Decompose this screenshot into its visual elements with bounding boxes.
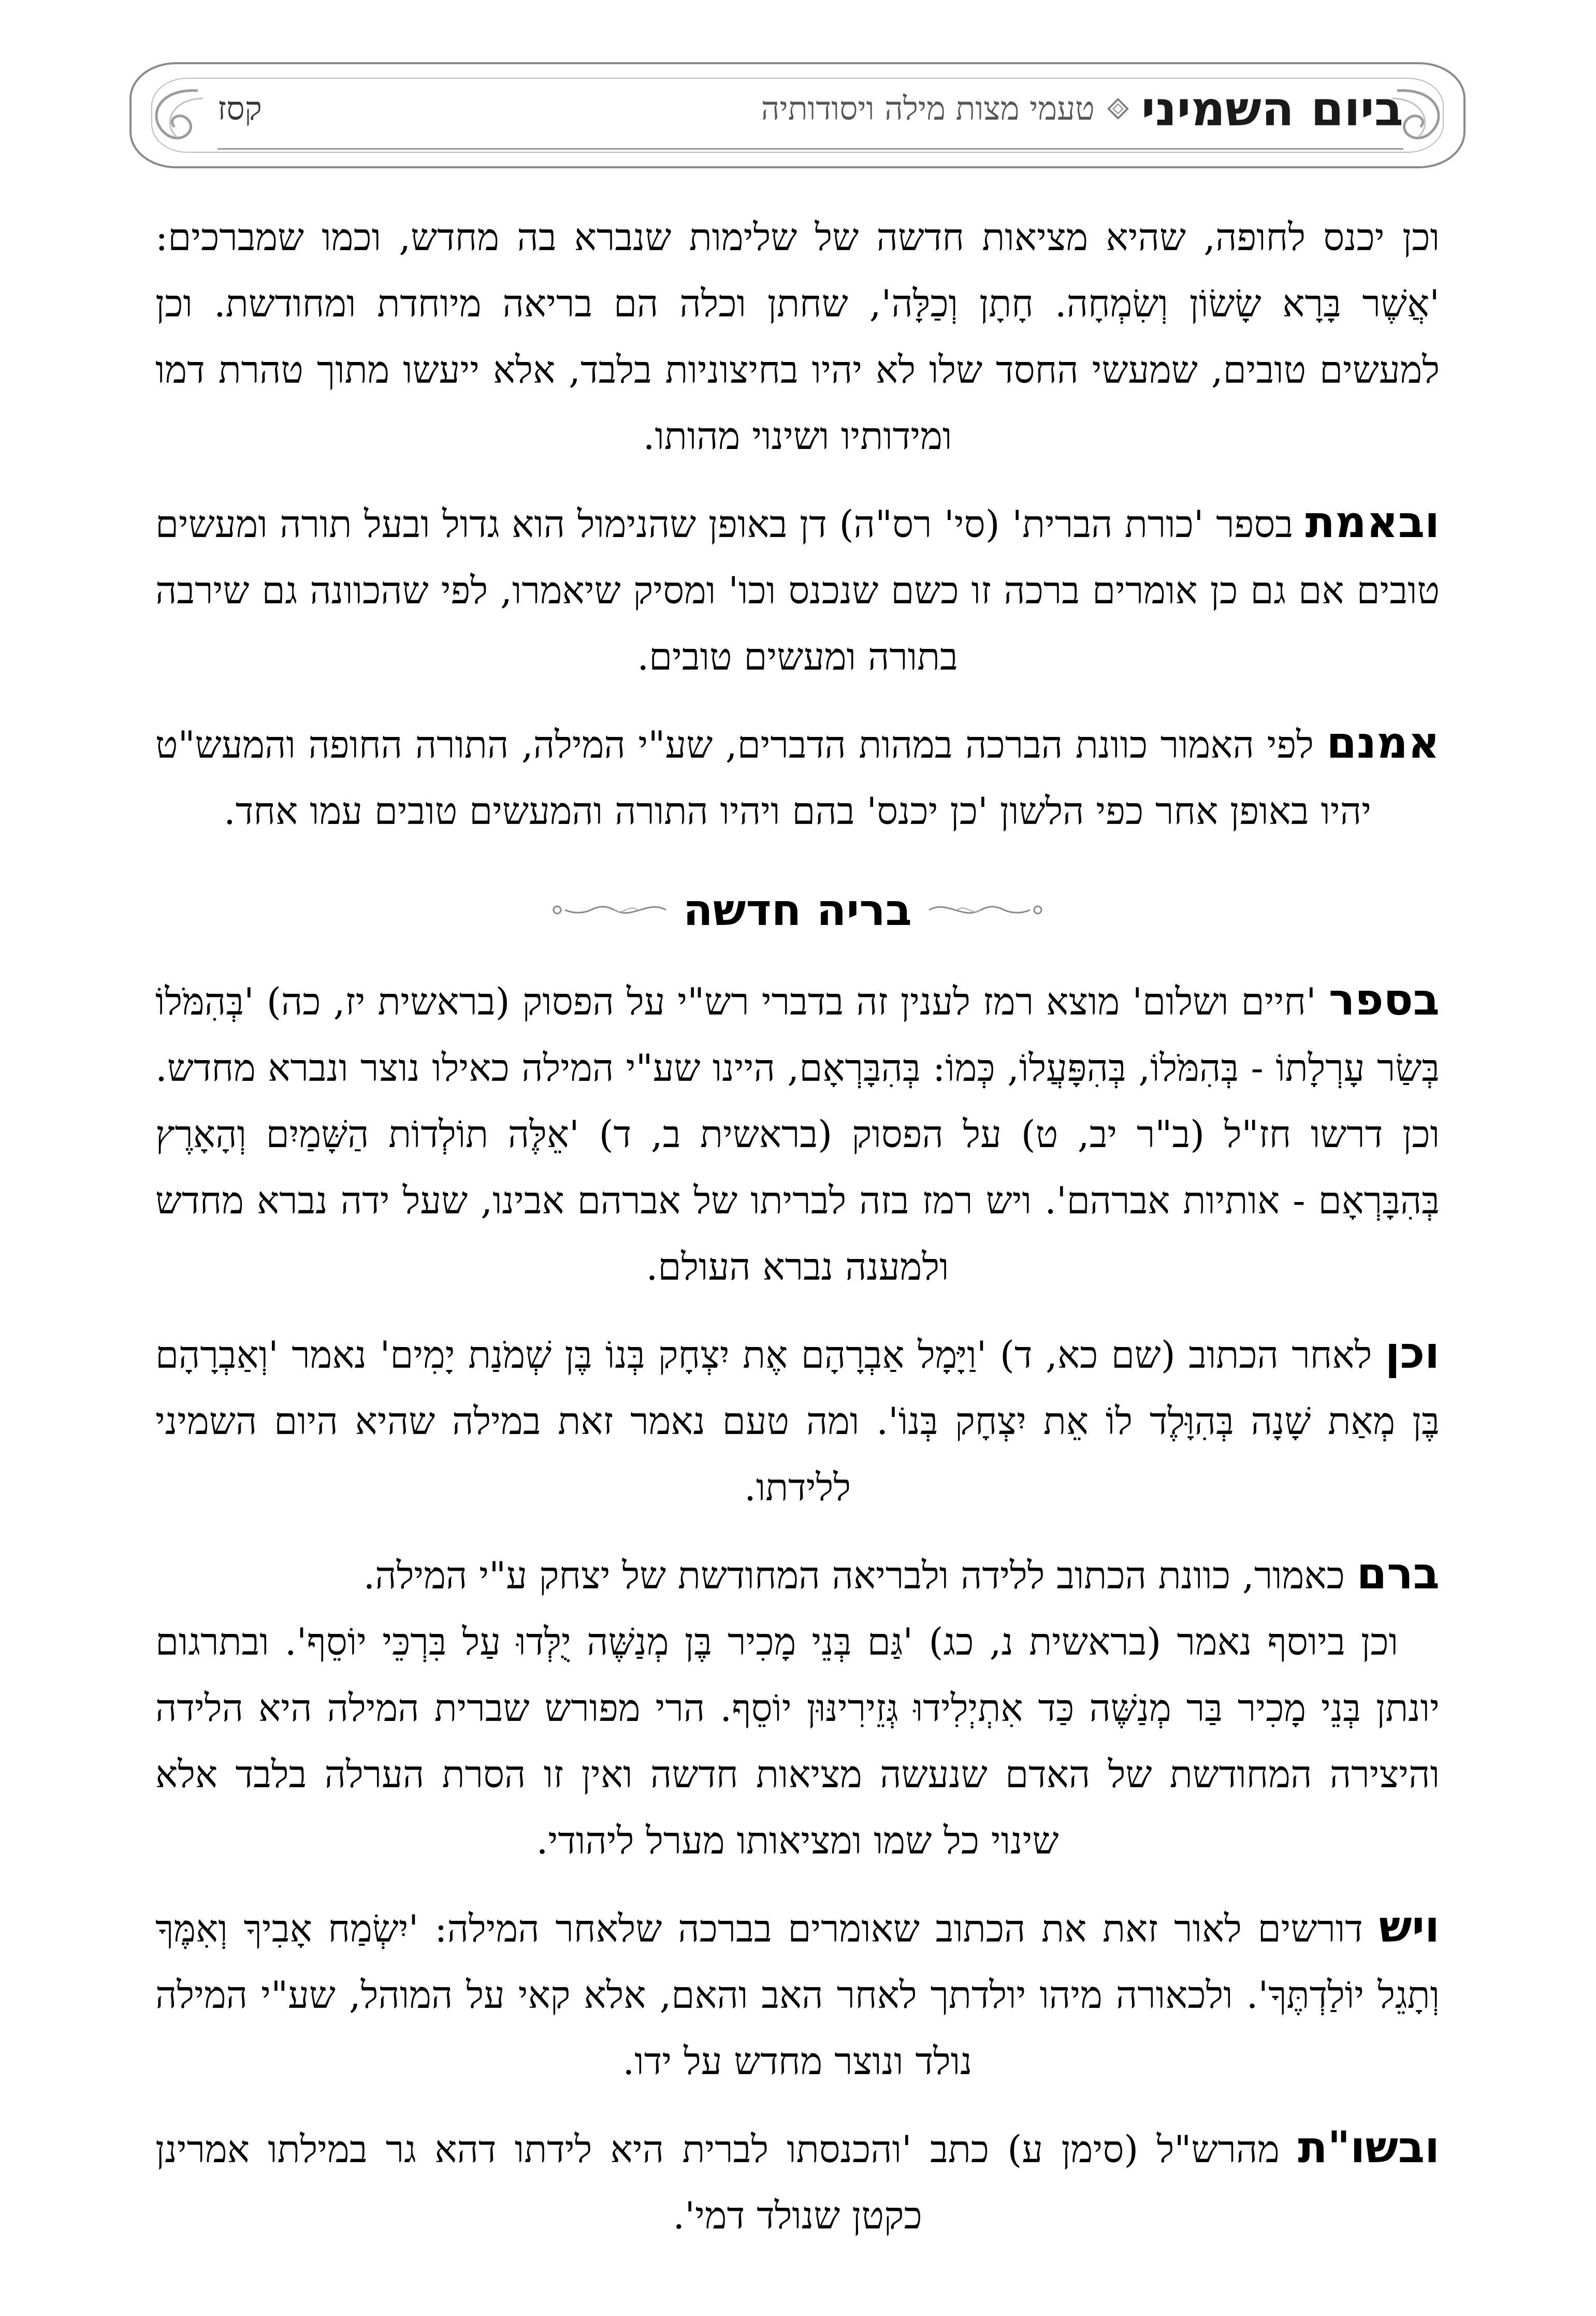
paragraph-text: דורשים לאור זאת את הכתוב שאומרים בברכה שלאחר המילה: 'יִשְׂמַח אָבִיךָ וְאִמֶּךָ וְתָגֵל יוֹלַדְתֶּךָ'. ולכאורה מיהו יולדתך לאחר האב והאם, אלא קאי על המוהל, שע"י המילה נולד ונוצר מחדש על ידו.	[155, 1907, 1440, 2083]
paragraph	[155, 1320, 1440, 1521]
swirl-ornament-icon	[136, 78, 213, 155]
paragraph	[155, 710, 1440, 844]
paragraph-lead-word: וכן	[1385, 1327, 1440, 1378]
flourish-ornament-icon	[549, 897, 669, 923]
paragraph-lead-word: ובאמת	[1305, 497, 1440, 547]
page-number: קסז	[217, 90, 262, 127]
running-header	[217, 78, 1403, 140]
paragraph-text: וכן ביוסף נאמר (בראשית נ, כג) 'גַּם בְּנֵי מָכִיר בֶּן מְנַשֶּׁה יֻלְּדוּ עַל בִּרְכֵּי יוֹסֵף'. ובתרגום יונתן בְּנֵי מָכִיר בַּר מְנַשֶּׁה כַּד אִתְיְלִידוּ גְּזֵירִינּוּן יוֹסֵף. הרי מפורש שברית המילה היא הלידה והיצירה המחודשת של האדם שנעשה מציאות חדשה ואין זו הסרת הערלה בלבד אלא שינוי כל שמו ומציאותו מערל ליהודי.	[155, 1620, 1440, 1862]
paragraph-text: לאחר הכתוב (שם כא, ד) 'וַיָּמָל אַבְרָהָם אֶת יִצְחָק בְּנוֹ בֶּן שְׁמֹנַת יָמִים' נאמר 'וְאַבְרָהָם בֶּן מְאַת שָׁנָה בְּהִוָּלֶד לוֹ אֵת יִצְחָק בְּנוֹ'. ומה טעם נאמר זאת במילה שהיא היום השמיני ללידתו.	[155, 1333, 1440, 1509]
paragraph	[155, 489, 1440, 690]
section-heading	[155, 885, 1440, 935]
paragraph-text: בספר 'כורת הברית' (סי' רס"ה) דן באופן שהנימול הוא גדול ובעל תורה ומעשים טובים אם גם כן אומרים ברכה זו כשם שנכנס וכו' ומסיק שיאמרו, לפי שהכוונה גם שירבה בתורה ומעשים טובים.	[155, 502, 1440, 678]
paragraph-lead-word: ובשו"ת	[1298, 2122, 1440, 2173]
paragraph-lead-word: אמנם	[1326, 717, 1440, 768]
paragraph-lead-word: בספר	[1328, 974, 1440, 1025]
paragraph-lead-word: ויש	[1379, 1901, 1440, 1952]
paragraph-text: מהרש"ל (סימן ע) כתב 'והכנסתו לברית היא לידתו דהא גר במילתו אמרינן כקטן שנולד דמי'.	[155, 2127, 1298, 2237]
paragraph	[155, 1540, 1440, 1609]
paragraph-continuation	[155, 1609, 1440, 1874]
flourish-ornament-icon	[926, 897, 1046, 923]
diamond-ornament-icon	[1106, 97, 1130, 121]
paragraph	[155, 966, 1440, 1300]
paragraph-text: כאמור, כוונת הכתוב ללידה ולבריאה המחודשת של יצחק ע"י המילה.	[363, 1554, 1357, 1597]
paragraph	[155, 2114, 1440, 2249]
paragraph-lead-word: ברם	[1356, 1548, 1440, 1599]
paragraph	[155, 1893, 1440, 2094]
paragraph-text: לפי האמור כוונת הברכה במהות הדברים, שע"י המילה, התורה החופה והמעש"ט יהיו באופן אחר כפי הלשון 'כן יכנס' בהם ויהיו התורה והמעשים טובים עמו אחד.	[155, 723, 1372, 833]
section-heading-text: בריה חדשה	[683, 885, 912, 935]
chapter-subtitle: טעמי מצות מילה ויסודותיה	[761, 90, 1095, 127]
header-underline	[217, 148, 1403, 150]
paragraph-text: וכן יכנס לחופה, שהיא מציאות חדשה של שלימות שנברא בה מחדש, וכמו שמברכים: 'אֲשֶׁר בָּרָא שָׂשׂוֹן וְשִׂמְחָה. חָתָן וְכַלָּה', שחתן וכלה הם בריאה מיוחדת ומחודשת. וכן למעשים טובים, שמעשי החסד שלו לא יהיו בחיצוניות בלבד, אלא ייעשו מתוך טהרת דמו ומידותיו ושינוי מהותו.	[155, 215, 1440, 458]
paragraph-text: 'חיים ושלום' מוצא רמז לענין זה בדברי רש"י על הפסוק (בראשית יז, כה) 'בְּהִמֹּלוֹ בְּשַׂר עָרְלָתוֹ - בְּהִמֹּלוֹ, בְּהִפָּעֲלוֹ, כְּמוֹ: בְּהִבָּרְאָם, היינו שע"י המילה כאילו נוצר ונברא מחדש. וכן דרשו חז"ל (ב"ר יב, ט) על הפסוק (בראשית ב, ד) 'אֵלֶּה תוֹלְדוֹת הַשָּׁמַיִם וְהָאָרֶץ בְּהִבָּרְאָם - אותיות אברהם'. ויש רמז בזה לבריתו של אברהם אבינו, שעל ידה נברא מחדש ולמענה נברא העולם.	[155, 980, 1440, 1289]
page-body	[155, 202, 1440, 2268]
chapter-title: ביום השמיני	[1141, 81, 1403, 137]
paragraph	[155, 202, 1440, 469]
